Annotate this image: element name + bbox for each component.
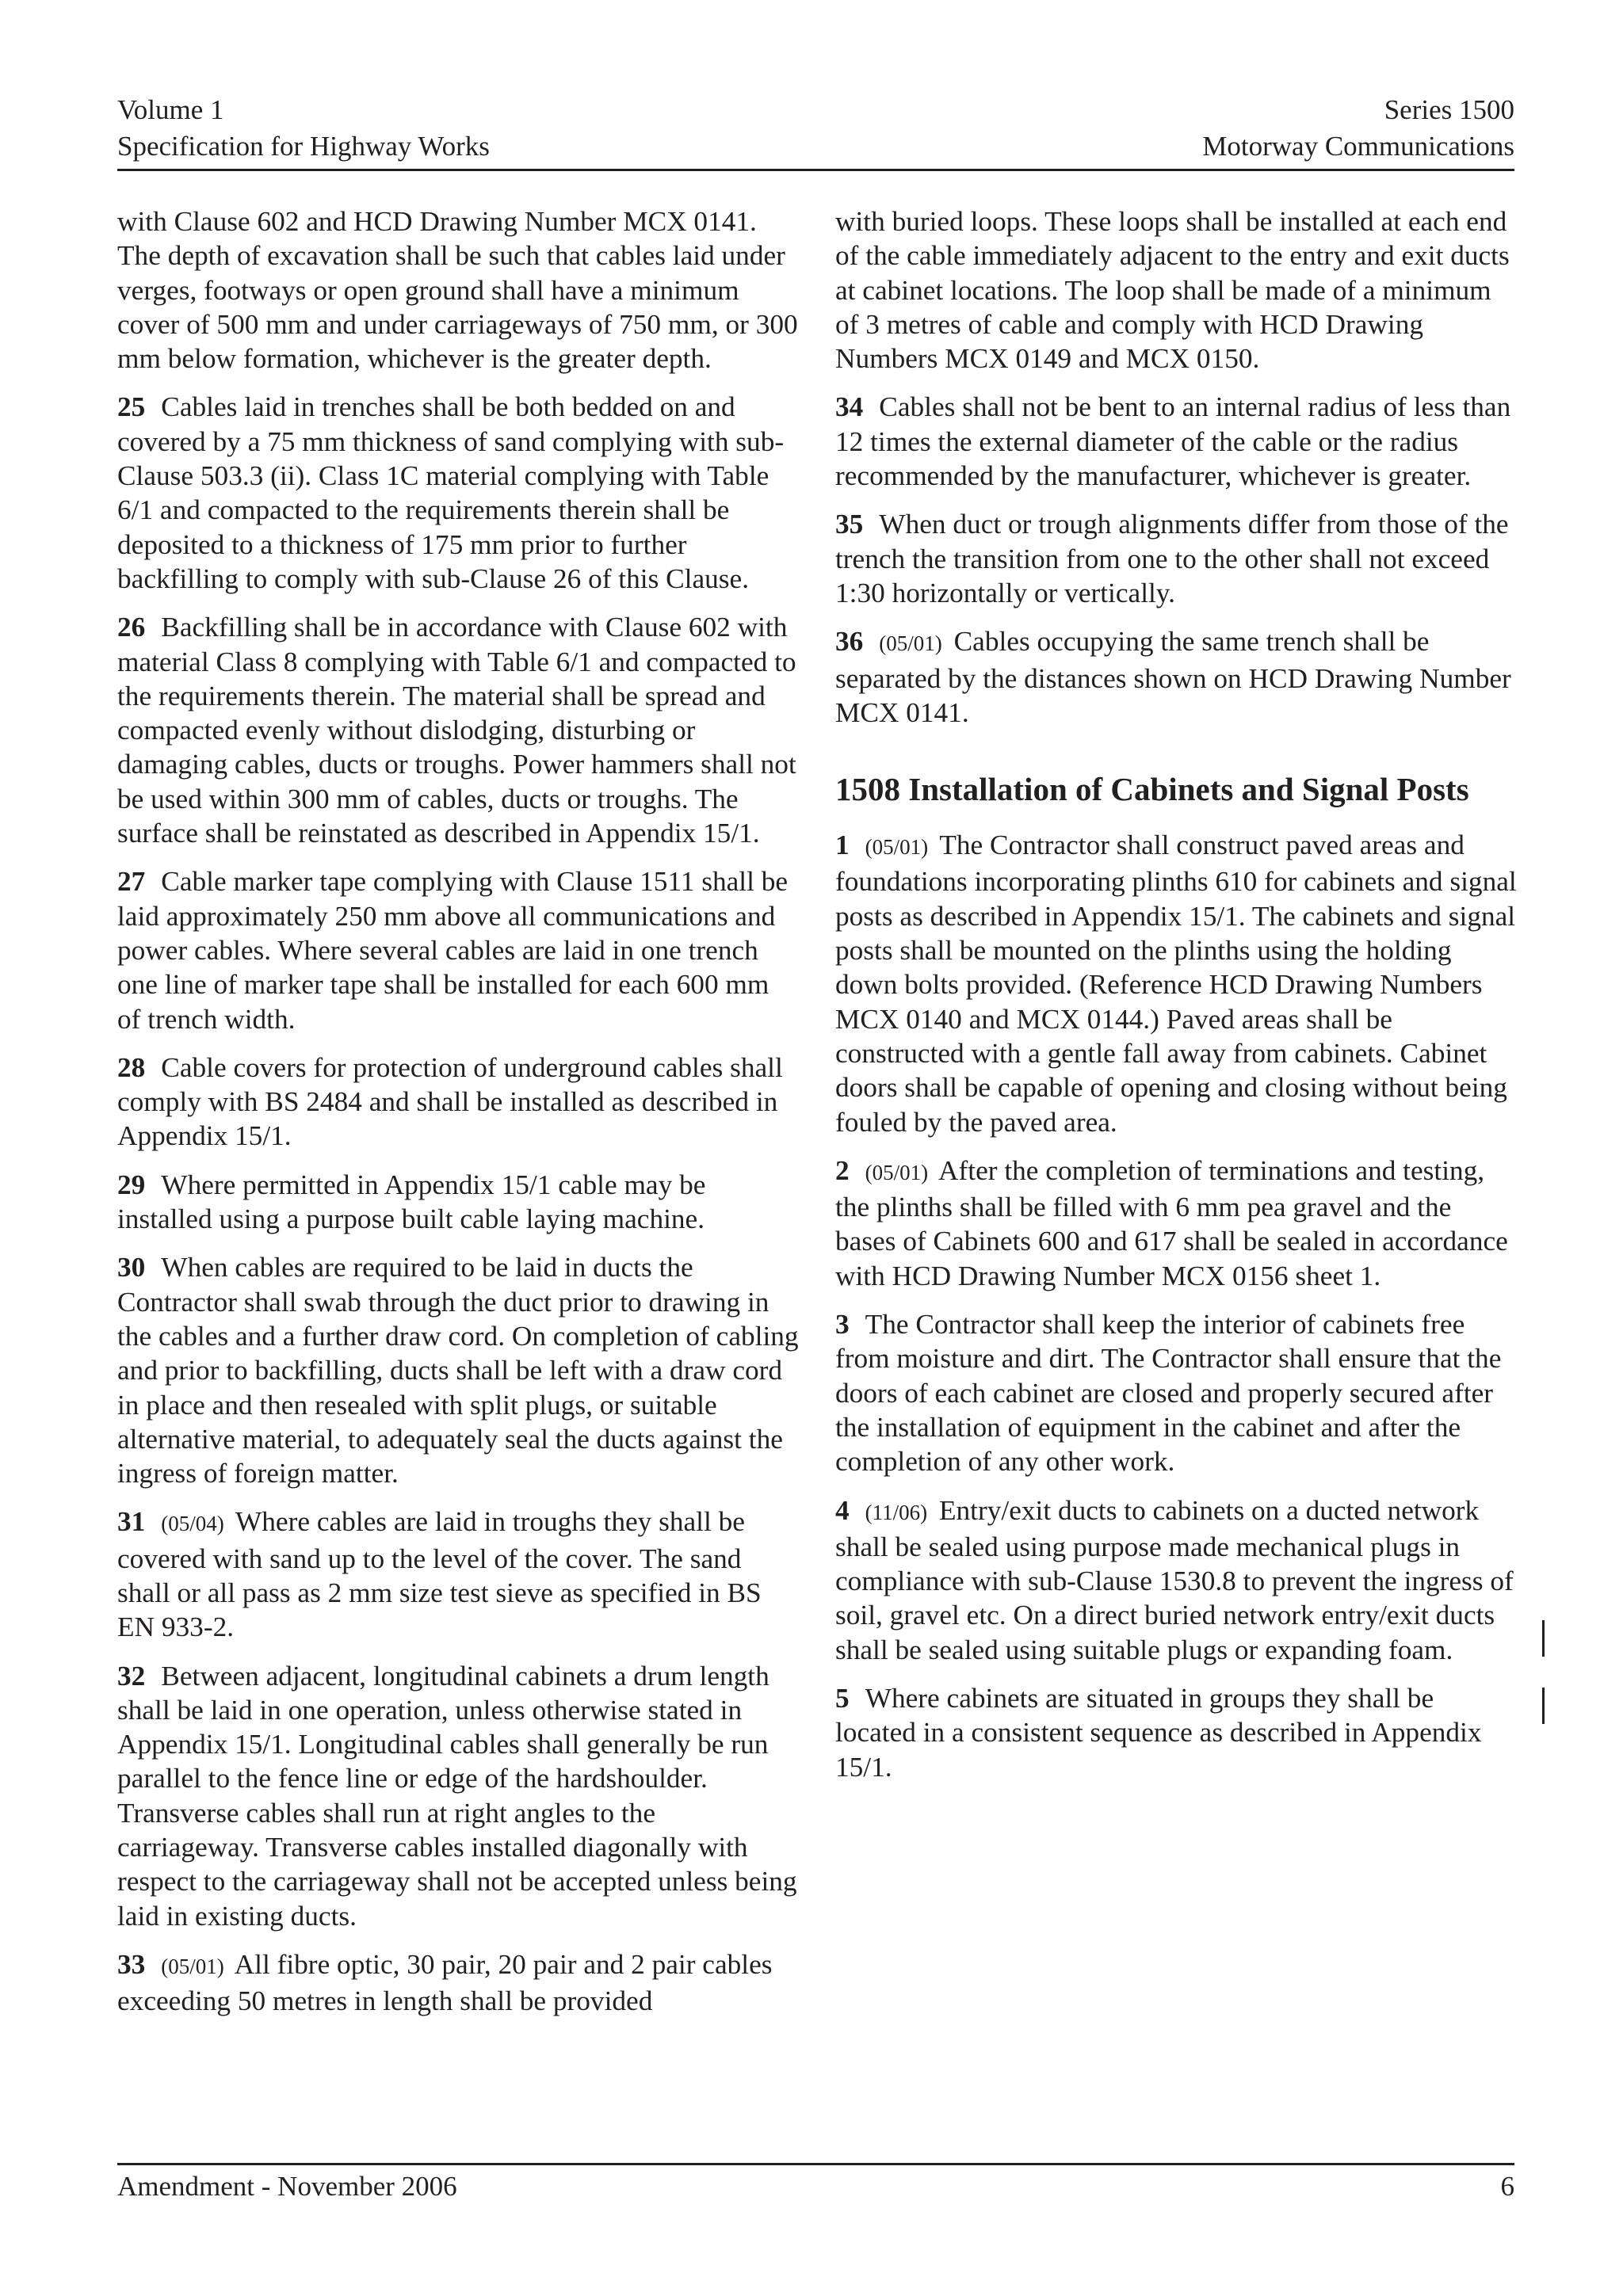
page-header-left	[117, 92, 490, 165]
clause-text: Cables occupying the same trench shall be separated by the distances shown on HCD Drawing Number MCX 0141.	[835, 626, 1511, 728]
spec-title: Specification for Highway Works	[117, 131, 490, 162]
clause-number: 26	[117, 612, 146, 643]
revision-change-bar	[1542, 1620, 1545, 1657]
clause-text: When cables are required to be laid in ducts the Contractor shall swab through the duct prior to drawing in the cables and a further draw cord. On completion of cabling and prior to backfilling, ducts shall be left with a draw cord in place and then resealed with split plugs, or suitable alternative material, to adequately seal the ducts against the ingress of foreign matter.	[117, 1252, 799, 1489]
clause-text: After the completion of terminations and testing, the plinths shall be filled with 6 mm pea gravel and the bases of Cabinets 600 and 617 shall be sealed in accordance with HCD Drawing Number MCX 0156 sheet 1.	[835, 1154, 1508, 1291]
clause-text: Between adjacent, longitudinal cabinets a drum length shall be laid in one operation, unless otherwise stated in Appendix 15/1. Longitudinal cables shall generally be run parallel to the fence line or edge of the hardshoulder. Transverse cables shall run at right angles to the carriageway. Transverse cables installed diagonally with respect to the carriageway shall not be accepted unless being laid in existing ducts.	[117, 1660, 797, 1932]
clause-number: 31	[117, 1506, 146, 1538]
clause-text: All fibre optic, 30 pair, 20 pair and 2 pair cables exceeding 50 metres in length shall be provided	[117, 1948, 773, 2017]
clause-number: 5	[835, 1682, 850, 1714]
clause-number: 35	[835, 509, 864, 540]
clause-text: Where cabinets are situated in groups they shall be located in a consistent sequence as described in Appendix 15/1.	[835, 1682, 1482, 1783]
clause-text: The Contractor shall construct paved areas and foundations incorporating plinths 610 for cabinets and signal posts as described in Appendix 15/1. The cabinets and signal posts shall be mounted on the plinths using the holding down bolts provided. (Reference HCD Drawing Numbers MCX 0140 and MCX 0144.) Paved areas shall be constructed with a gentle fall away from cabinets. Cabinet doors shall be capable of opening and closing without being fouled by the paved area.	[835, 830, 1517, 1138]
clause-text: Cables shall not be bent to an internal radius of less than 12 times the external diameter of the cable or the radius recommended by the manufacturer, whichever is greater.	[835, 391, 1511, 492]
clause-paragraph	[835, 1681, 1517, 1784]
amendment-date: (05/01)	[879, 631, 942, 656]
clause-number: 32	[117, 1660, 146, 1691]
page-header-right	[1202, 92, 1514, 165]
clause-number: 29	[117, 1169, 146, 1200]
clause-text: When duct or trough alignments differ from those of the trench the transition from one to the other shall not exceed 1:30 horizontally or vertically.	[835, 509, 1509, 608]
clause-text: Where permitted in Appendix 15/1 cable may be installed using a purpose built cable laying machine.	[117, 1169, 706, 1235]
left-column	[117, 204, 799, 2033]
clause-paragraph	[835, 1307, 1517, 1478]
clause-number: 34	[835, 391, 864, 423]
clause-text: Entry/exit ducts to cabinets on a ducted network shall be sealed using purpose made mechanical plugs in compliance with sub-Clause 1530.8 to prevent the ingress of soil, gravel etc. On a direct buried network entry/exit ducts shall be sealed using suitable plugs or expanding foam.	[835, 1494, 1514, 1665]
amendment-date: (05/01)	[161, 1954, 224, 1978]
clause-number: 30	[117, 1252, 146, 1283]
clause-text: The Contractor shall keep the interior of cabinets free from moisture and dirt. The Contractor shall ensure that the doors of each cabinet are closed and properly secured after the installation of equipment in the cabinet and after the completion of any other work.	[835, 1309, 1502, 1478]
clause-paragraph	[117, 1505, 799, 1644]
clause-paragraph	[117, 1168, 799, 1237]
clause-number: 25	[117, 391, 146, 423]
clause-text: Backfilling shall be in accordance with Clause 602 with material Class 8 complying with Table 6/1 and compacted to the requirements therein. The material shall be spread and compacted evenly without dislodging, disturbing or damaging cables, ducts or troughs. Power hammers shall not be used within 300 mm of cables, ducts or troughs. The surface shall be reinstated as described in Appendix 15/1.	[117, 612, 796, 849]
amendment-date: (05/04)	[161, 1512, 224, 1536]
clause-number: 27	[117, 866, 146, 898]
clause-text: Cables laid in trenches shall be both bedded on and covered by a 75 mm thickness of sand complying with sub-Clause 503.3 (ii). Class 1C material complying with Table 6/1 and compacted to the requirements therein shall be deposited to a thickness of 175 mm prior to further backfilling to comply with sub-Clause 26 of this Clause.	[117, 391, 785, 594]
clause-paragraph	[117, 1250, 799, 1490]
amendment-date: (11/06)	[865, 1500, 928, 1524]
clause-paragraph	[117, 204, 799, 376]
header-divider	[117, 169, 1514, 171]
clause-paragraph	[117, 390, 799, 596]
clause-number: 2	[835, 1154, 850, 1186]
clause-number: 3	[835, 1309, 850, 1341]
clause-number: 33	[117, 1948, 146, 1980]
footer-divider	[117, 2163, 1514, 2165]
clause-text: Cable marker tape complying with Clause 1511 shall be laid approximately 250 mm above all communications and power cables. Where several cables are laid in one trench one line of marker tape shall be installed for each 600 mm of trench width.	[117, 866, 789, 1035]
clause-paragraph	[117, 864, 799, 1035]
clause-number: 1	[835, 830, 850, 861]
page-number: 6	[1500, 2171, 1514, 2202]
clause-paragraph	[835, 507, 1517, 610]
volume-label: Volume 1	[117, 94, 224, 125]
clause-paragraph	[117, 1659, 799, 1933]
amendment-date: (05/01)	[865, 1160, 929, 1184]
clause-paragraph	[117, 1051, 799, 1154]
series-label: Series 1500	[1384, 94, 1514, 125]
section-heading: 1508 Installation of Cabinets and Signal Posts	[835, 771, 1469, 808]
clause-paragraph	[835, 1493, 1517, 1667]
right-column	[835, 204, 1517, 1798]
clause-number: 28	[117, 1051, 146, 1083]
clause-number: 36	[835, 626, 864, 658]
clause-paragraph	[835, 828, 1517, 1139]
clause-paragraph	[117, 610, 799, 850]
clause-paragraph	[835, 390, 1517, 493]
subject-label: Motorway Communications	[1202, 131, 1514, 162]
revision-change-bar	[1542, 1688, 1545, 1724]
amendment-footer: Amendment - November 2006	[117, 2171, 457, 2202]
clause-number: 4	[835, 1494, 850, 1526]
clause-text: Where cables are laid in troughs they shall be covered with sand up to the level of the cover. The sand shall or all pass as 2 mm size test sieve as specified in BS EN 933-2.	[117, 1506, 762, 1643]
clause-paragraph	[835, 1154, 1517, 1293]
clause-paragraph	[835, 624, 1517, 730]
clause-text: Cable covers for protection of underground cables shall comply with BS 2484 and shall be installed as described in Appendix 15/1.	[117, 1051, 783, 1152]
clause-paragraph	[835, 204, 1517, 376]
amendment-date: (05/01)	[865, 835, 929, 860]
clause-text: with buried loops. These loops shall be installed at each end of the cable immediately adjacent to the entry and exit ducts at cabinet locations. The loop shall be made of a minimum of 3 metres of cable and comply with HCD Drawing Numbers MCX 0149 and MCX 0150.	[835, 206, 1510, 375]
clause-paragraph	[117, 1947, 799, 2019]
clause-text: with Clause 602 and HCD Drawing Number MCX 0141. The depth of excavation shall be such that cables laid under verges, footways or open ground shall have a minimum cover of 500 mm and under carriageways of 750 mm, or 300 mm below formation, whichever is the greater depth.	[117, 206, 798, 375]
